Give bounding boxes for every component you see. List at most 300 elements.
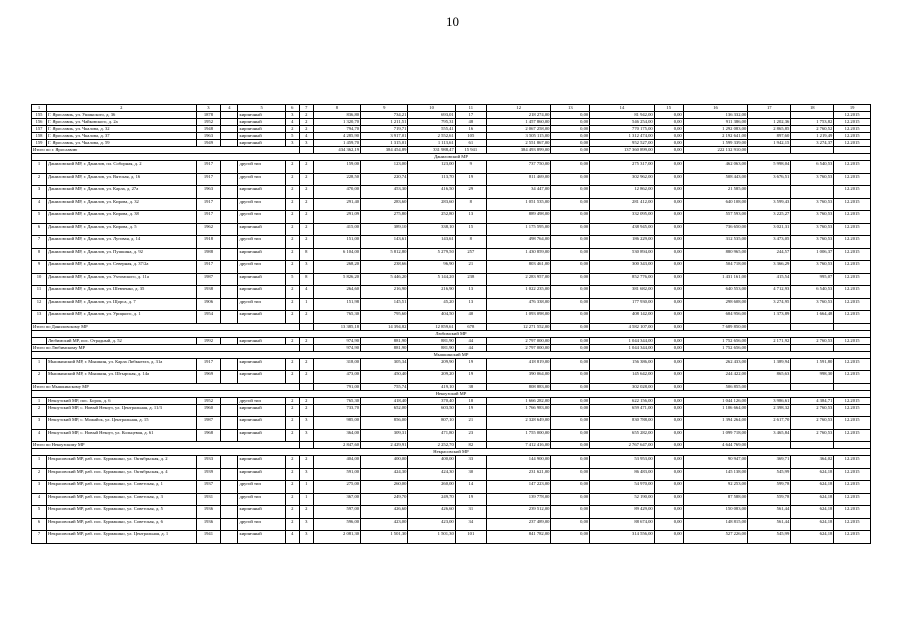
total-cell — [299, 344, 313, 351]
data-cell: 0,00 — [551, 286, 590, 299]
column-number-cell: 11 — [455, 105, 486, 112]
total-cell: 137 360 899,00 — [590, 147, 655, 154]
address-cell: Некрасовский МР, раб. пос. Бурмакино, ул. Октябрьская, д. 4 — [47, 468, 197, 481]
data-cell: 1 312 474,00 — [590, 133, 655, 140]
data-cell: 312 535,00 — [683, 236, 748, 249]
data-cell: 408 142,00 — [590, 311, 655, 324]
data-cell: 830 788,00 — [590, 417, 655, 430]
data-cell: 19 — [455, 404, 486, 417]
data-cell: 1 459,70 — [313, 140, 360, 147]
data-cell: 624,18 — [791, 506, 834, 519]
data-cell: 237 489,00 — [486, 518, 551, 531]
total-cell: 974,90 — [313, 344, 360, 351]
total-cell: 2 797 000,00 — [486, 344, 551, 351]
data-cell: 0,00 — [654, 371, 683, 384]
data-cell — [221, 236, 238, 249]
data-cell — [221, 493, 238, 506]
data-cell: 841 782,00 — [486, 531, 551, 544]
data-cell: 985,00 — [313, 417, 360, 430]
total-label: Итого по Даниловскому МР — [32, 323, 300, 330]
data-cell: 8 — [299, 248, 313, 261]
column-number-cell: 12 — [486, 105, 551, 112]
row-number-cell: 11 — [32, 286, 47, 299]
total-cell: 506 855,00 — [683, 383, 748, 390]
total-cell: 0,00 — [551, 344, 590, 351]
data-cell: 283,60 — [361, 198, 408, 211]
row-number-cell: 2 — [32, 371, 47, 384]
data-cell: 2 — [285, 126, 299, 133]
data-cell: другой тип — [238, 518, 285, 531]
building-row — [32, 126, 871, 133]
data-cell: 545,99 — [748, 531, 791, 544]
data-cell: 369,71 — [748, 456, 791, 469]
data-cell: 40 — [455, 311, 486, 324]
data-cell: 2 — [285, 468, 299, 481]
data-cell: 45,20 — [408, 298, 455, 311]
data-cell: другой тип — [238, 173, 285, 186]
data-cell: 2 — [299, 311, 313, 324]
district-total-row — [32, 442, 871, 449]
data-cell: 546 254,00 — [590, 119, 655, 126]
data-cell: 2 — [299, 173, 313, 186]
data-cell: 209,20 — [408, 371, 455, 384]
total-cell: 881,90 — [361, 344, 408, 351]
row-number-cell: 1 — [32, 161, 47, 174]
data-cell: 559,78 — [748, 493, 791, 506]
data-cell: 1 501,30 — [361, 531, 408, 544]
building-row — [32, 173, 871, 186]
data-cell: кирпичный — [238, 429, 285, 442]
data-cell: 0,00 — [551, 140, 590, 147]
data-cell: 1988 — [196, 248, 221, 261]
data-cell: 1 755 000,00 — [486, 429, 551, 442]
data-cell: 734,21 — [361, 112, 408, 119]
data-cell: 0,00 — [654, 358, 683, 371]
address-cell: Даниловский МР, г. Данилов, ул. Ухтомского, д. 11а — [47, 273, 197, 286]
total-cell — [748, 147, 791, 154]
data-cell: 17 — [455, 112, 486, 119]
data-cell: 0,00 — [654, 518, 683, 531]
data-cell: 836,80 — [313, 112, 360, 119]
data-cell: 19 — [455, 493, 486, 506]
data-cell — [221, 140, 238, 147]
data-cell: 424,30 — [408, 468, 455, 481]
data-cell: 2 171,92 — [748, 337, 791, 344]
row-number-cell: 6 — [32, 518, 47, 531]
data-cell: кирпичный — [238, 506, 285, 519]
data-cell: 12.2015 — [834, 261, 871, 274]
data-cell — [791, 112, 834, 119]
row-number-cell: 10 — [32, 273, 47, 286]
data-cell: 1 373,89 — [748, 311, 791, 324]
data-cell: кирпичный — [238, 358, 285, 371]
address-cell: Даниловский МР, г. Данилов, ул. Кирова, д. 32 — [47, 198, 197, 211]
data-cell: 145 642,00 — [590, 371, 655, 384]
row-number-cell: 156 — [32, 119, 47, 126]
data-cell: кирпичный — [238, 337, 285, 344]
data-cell: 530 894,00 — [590, 248, 655, 261]
data-cell: 423,00 — [408, 518, 455, 531]
data-cell: 1 752 656,00 — [683, 337, 748, 344]
data-cell: 1917 — [196, 173, 221, 186]
data-cell: 12.2015 — [834, 371, 871, 384]
data-cell: 0,00 — [654, 273, 683, 286]
data-cell: 0,00 — [551, 248, 590, 261]
data-cell: 34 447,00 — [486, 186, 551, 199]
data-cell: 2 760,53 — [791, 417, 834, 430]
data-cell: 151,98 — [313, 298, 360, 311]
data-cell: 1 093 098,00 — [486, 311, 551, 324]
total-cell — [299, 147, 313, 154]
data-cell: 12.2015 — [834, 506, 871, 519]
row-number-cell: 2 — [32, 404, 47, 417]
data-cell: 3 — [299, 417, 313, 430]
data-cell: 624,18 — [791, 493, 834, 506]
data-cell: другой тип — [238, 481, 285, 494]
data-cell: 0,00 — [654, 261, 683, 274]
data-cell: 424,30 — [361, 468, 408, 481]
data-cell: 733,70 — [313, 404, 360, 417]
data-cell — [221, 481, 238, 494]
data-cell: 2 — [285, 493, 299, 506]
building-row — [32, 186, 871, 199]
data-cell: 803 461,00 — [486, 261, 551, 274]
data-cell: 0,00 — [551, 518, 590, 531]
total-cell: 2 767 647,00 — [590, 442, 655, 449]
data-cell: 545,99 — [748, 468, 791, 481]
data-cell: 12.2015 — [834, 417, 871, 430]
total-cell: 755,74 — [361, 383, 408, 390]
data-cell: 415,54 — [748, 273, 791, 286]
column-number-cell: 8 — [313, 105, 360, 112]
building-row — [32, 518, 871, 531]
data-cell: 0,00 — [654, 133, 683, 140]
data-cell: кирпичный — [238, 404, 285, 417]
district-section-header — [32, 351, 871, 358]
data-cell: 2 760,52 — [791, 126, 834, 133]
building-row — [32, 493, 871, 506]
data-cell: 0,00 — [654, 161, 683, 174]
data-cell: 1 431 161,00 — [683, 273, 748, 286]
data-cell: 508 443,00 — [683, 173, 748, 186]
data-cell: 557 593,00 — [683, 211, 748, 224]
total-cell: 0,00 — [551, 383, 590, 390]
data-cell: 3 505 115,00 — [486, 133, 551, 140]
data-cell: 1 006,37 — [791, 248, 834, 261]
data-cell — [221, 506, 238, 519]
building-row — [32, 481, 871, 494]
data-cell — [221, 186, 238, 199]
data-cell: 561,44 — [748, 506, 791, 519]
data-cell: 18 — [455, 397, 486, 404]
data-cell: 0,00 — [654, 211, 683, 224]
data-cell: 332 095,00 — [590, 211, 655, 224]
data-cell: 209,90 — [408, 358, 455, 371]
row-number-cell: 3 — [32, 481, 47, 494]
data-cell: 2 — [285, 286, 299, 299]
total-cell — [748, 323, 791, 330]
data-cell: 12.2015 — [834, 273, 871, 286]
data-cell — [221, 311, 238, 324]
data-cell: 0,00 — [654, 140, 683, 147]
data-cell: 0,00 — [654, 198, 683, 211]
total-label: Итого по Мышкинскому МР — [32, 383, 300, 390]
data-cell: 1963 — [196, 133, 221, 140]
data-cell: 3 — [285, 140, 299, 147]
building-row — [32, 248, 871, 261]
total-cell: 2 429,91 — [361, 442, 408, 449]
data-cell: 1 430 859,00 — [486, 248, 551, 261]
row-number-cell: 7 — [32, 531, 47, 544]
data-cell: 1 022 235,00 — [486, 286, 551, 299]
data-cell: 852 776,00 — [590, 273, 655, 286]
data-cell: 159,00 — [313, 161, 360, 174]
data-cell: 2 — [285, 518, 299, 531]
data-cell: 0,00 — [551, 429, 590, 442]
data-cell: 5 812,80 — [361, 248, 408, 261]
data-cell: 3 760,53 — [791, 211, 834, 224]
total-cell — [834, 344, 871, 351]
building-row — [32, 273, 871, 286]
data-cell: 498 764,00 — [486, 236, 551, 249]
data-cell: 2 — [285, 161, 299, 174]
data-cell: 8 — [455, 198, 486, 211]
data-cell — [221, 248, 238, 261]
total-cell: 12 271 552,00 — [486, 323, 551, 330]
row-number-cell: 5 — [32, 211, 47, 224]
data-cell: 1918 — [196, 236, 221, 249]
data-cell: 0,00 — [551, 337, 590, 344]
total-cell — [299, 383, 313, 390]
total-label: Итого по г. Ярославлю — [32, 147, 300, 154]
data-cell: 12.2015 — [834, 337, 871, 344]
total-cell: 0,00 — [654, 323, 683, 330]
data-cell: 370,40 — [408, 397, 455, 404]
data-cell: 719,71 — [361, 126, 408, 133]
data-cell: другой тип — [238, 236, 285, 249]
data-cell: 0,00 — [654, 186, 683, 199]
data-cell — [221, 173, 238, 186]
data-cell: 21 — [455, 261, 486, 274]
row-number-cell: 157 — [32, 126, 47, 133]
data-cell: 0,00 — [551, 173, 590, 186]
data-cell: 1 175 595,00 — [486, 223, 551, 236]
address-cell: Г. Ярославль, ул. Чкалова, д. 59 — [47, 140, 197, 147]
data-cell: 151,00 — [313, 236, 360, 249]
data-cell: 2 — [285, 456, 299, 469]
total-cell: 791,00 — [313, 383, 360, 390]
data-cell: 418,40 — [361, 397, 408, 404]
address-cell: Некрасовский МР, раб. пос. Бурмакино, ул. Советская, д. 6 — [47, 518, 197, 531]
data-cell: 275 317,00 — [590, 161, 655, 174]
data-cell: 86 483,00 — [590, 468, 655, 481]
data-cell: 12.2015 — [834, 481, 871, 494]
data-cell: 1 591,80 — [791, 358, 834, 371]
total-cell — [834, 442, 871, 449]
data-cell: 186 229,00 — [590, 236, 655, 249]
data-cell: 2 760,53 — [791, 429, 834, 442]
data-cell: 0,00 — [551, 397, 590, 404]
total-label: Итого по Любимскому МР — [32, 344, 300, 351]
data-cell: 2 — [285, 248, 299, 261]
data-cell: 2 — [285, 506, 299, 519]
data-cell: 29 — [455, 186, 486, 199]
data-cell: 12.2015 — [834, 397, 871, 404]
data-cell: 3 — [299, 140, 313, 147]
total-cell — [748, 344, 791, 351]
row-number-cell: 7 — [32, 236, 47, 249]
total-cell — [299, 442, 313, 449]
data-cell — [748, 186, 791, 199]
address-cell: Некоузский МР, с. Можайск, ул. Центральная, д. 15 — [47, 417, 197, 430]
building-row — [32, 298, 871, 311]
data-cell: 1 211,51 — [361, 119, 408, 126]
data-cell: 737 750,00 — [486, 161, 551, 174]
data-cell: 1 — [299, 298, 313, 311]
data-cell: 693,01 — [408, 112, 455, 119]
data-cell: 6 540,53 — [791, 286, 834, 299]
data-cell: 136 332,00 — [683, 112, 748, 119]
total-cell: 0,00 — [654, 344, 683, 351]
data-cell: 2 — [285, 417, 299, 430]
column-number-cell: 14 — [590, 105, 655, 112]
data-cell: 2 — [285, 186, 299, 199]
data-cell: 244 422,00 — [683, 371, 748, 384]
building-row — [32, 417, 871, 430]
data-cell: 150 083,00 — [683, 506, 748, 519]
data-cell: 105 — [455, 133, 486, 140]
district-total-row — [32, 344, 871, 351]
address-cell: Г. Ярославль, ул. Чкалова, д. 37 — [47, 133, 197, 140]
data-cell: 12 862,00 — [590, 186, 655, 199]
building-row — [32, 358, 871, 371]
data-cell: 216,90 — [408, 286, 455, 299]
column-number-cell: 16 — [683, 105, 748, 112]
data-cell: 275,80 — [361, 211, 408, 224]
data-cell: 1 — [299, 481, 313, 494]
data-cell: 1 457 860,00 — [486, 119, 551, 126]
district-section-header — [32, 449, 871, 456]
data-cell: кирпичный — [238, 456, 285, 469]
data-cell: 14 — [455, 481, 486, 494]
data-cell: 1952 — [196, 119, 221, 126]
data-cell: 15 — [455, 223, 486, 236]
data-cell: 473,00 — [313, 371, 360, 384]
building-row — [32, 112, 871, 119]
data-cell — [221, 531, 238, 544]
data-cell: 1954 — [196, 311, 221, 324]
data-cell — [221, 261, 238, 274]
building-row — [32, 456, 871, 469]
data-cell — [221, 286, 238, 299]
data-cell: 1 — [299, 493, 313, 506]
data-cell: 4 285,90 — [313, 133, 360, 140]
data-cell: 2 — [299, 126, 313, 133]
data-cell: 12.2015 — [834, 518, 871, 531]
data-cell — [221, 126, 238, 133]
total-cell: 808 883,00 — [486, 383, 551, 390]
data-cell: 995,07 — [791, 273, 834, 286]
column-number-cell: 9 — [361, 105, 408, 112]
address-cell: Даниловский МР, г. Данилов, ул. Урицкого, д. 1 — [47, 311, 197, 324]
data-cell: 3 917,01 — [361, 133, 408, 140]
data-cell: 218 274,00 — [486, 112, 551, 119]
data-cell: 2 398,32 — [748, 404, 791, 417]
data-cell: 12.2015 — [834, 161, 871, 174]
data-cell: 2 — [299, 198, 313, 211]
data-cell: 1933 — [196, 456, 221, 469]
data-cell: 415,00 — [313, 223, 360, 236]
address-cell: Некрасовский МР, раб. пос. Бурмакино, ул. Центральная, д. 1 — [47, 531, 197, 544]
data-cell — [221, 223, 238, 236]
data-cell: 338,10 — [408, 223, 455, 236]
data-cell: 624,18 — [791, 518, 834, 531]
data-cell — [221, 119, 238, 126]
page-number: 10 — [446, 14, 459, 29]
data-cell — [221, 337, 238, 344]
data-cell: 2 — [299, 223, 313, 236]
data-cell: 3 760,53 — [791, 298, 834, 311]
address-cell: Некрасовский МР, раб. пос. Бурмакино, ул. Советская, д. 1 — [47, 481, 197, 494]
building-row — [32, 286, 871, 299]
data-cell: 527 226,00 — [683, 531, 748, 544]
district-name: Даниловский МР — [32, 154, 871, 161]
data-cell — [221, 518, 238, 531]
data-cell: кирпичный — [238, 133, 285, 140]
row-number-cell: 1 — [32, 456, 47, 469]
data-cell: 12.2015 — [834, 286, 871, 299]
building-row — [32, 404, 871, 417]
address-cell: Даниловский МР, г. Данилов, ул. Вятская, д. 16 — [47, 173, 197, 186]
data-cell: 0,00 — [551, 404, 590, 417]
data-cell: 147 223,00 — [486, 481, 551, 494]
data-cell: 404,50 — [408, 311, 455, 324]
row-number-cell: 155 — [32, 112, 47, 119]
data-cell: 1 394 264,00 — [683, 417, 748, 430]
data-cell: 33 — [455, 456, 486, 469]
data-cell: 1917 — [196, 358, 221, 371]
total-cell: 13 385,18 — [313, 323, 360, 330]
column-number-cell: 18 — [791, 105, 834, 112]
data-cell: 856,00 — [361, 417, 408, 430]
total-cell: 0,00 — [551, 147, 590, 154]
building-row — [32, 223, 871, 236]
building-row — [32, 337, 871, 344]
row-number-cell: 4 — [32, 198, 47, 211]
row-number-cell: 2 — [32, 173, 47, 186]
column-number-cell: 7 — [299, 105, 313, 112]
address-cell: Г. Ярославль, ул. Чайковского, д. 2а — [47, 119, 197, 126]
data-cell: 1 051 535,00 — [486, 198, 551, 211]
data-cell: 12.2015 — [834, 429, 871, 442]
data-cell: другой тип — [238, 211, 285, 224]
data-cell: 794,70 — [313, 126, 360, 133]
total-cell: 222 132 910,00 — [683, 147, 748, 154]
data-cell: 381 682,00 — [590, 286, 655, 299]
address-cell: Даниловский МР, г. Данилов, пл. Соборная, д. 2 — [47, 161, 197, 174]
total-cell — [748, 442, 791, 449]
data-cell: 2 — [285, 211, 299, 224]
data-cell: 0,00 — [551, 186, 590, 199]
data-cell: 53 953,00 — [590, 456, 655, 469]
data-cell: кирпичный — [238, 371, 285, 384]
data-cell: 795,31 — [408, 119, 455, 126]
data-cell: кирпичный — [238, 126, 285, 133]
data-cell: 8 — [299, 273, 313, 286]
column-number-cell: 19 — [834, 105, 871, 112]
district-total-row — [32, 383, 871, 390]
data-cell: 3 274,37 — [791, 140, 834, 147]
